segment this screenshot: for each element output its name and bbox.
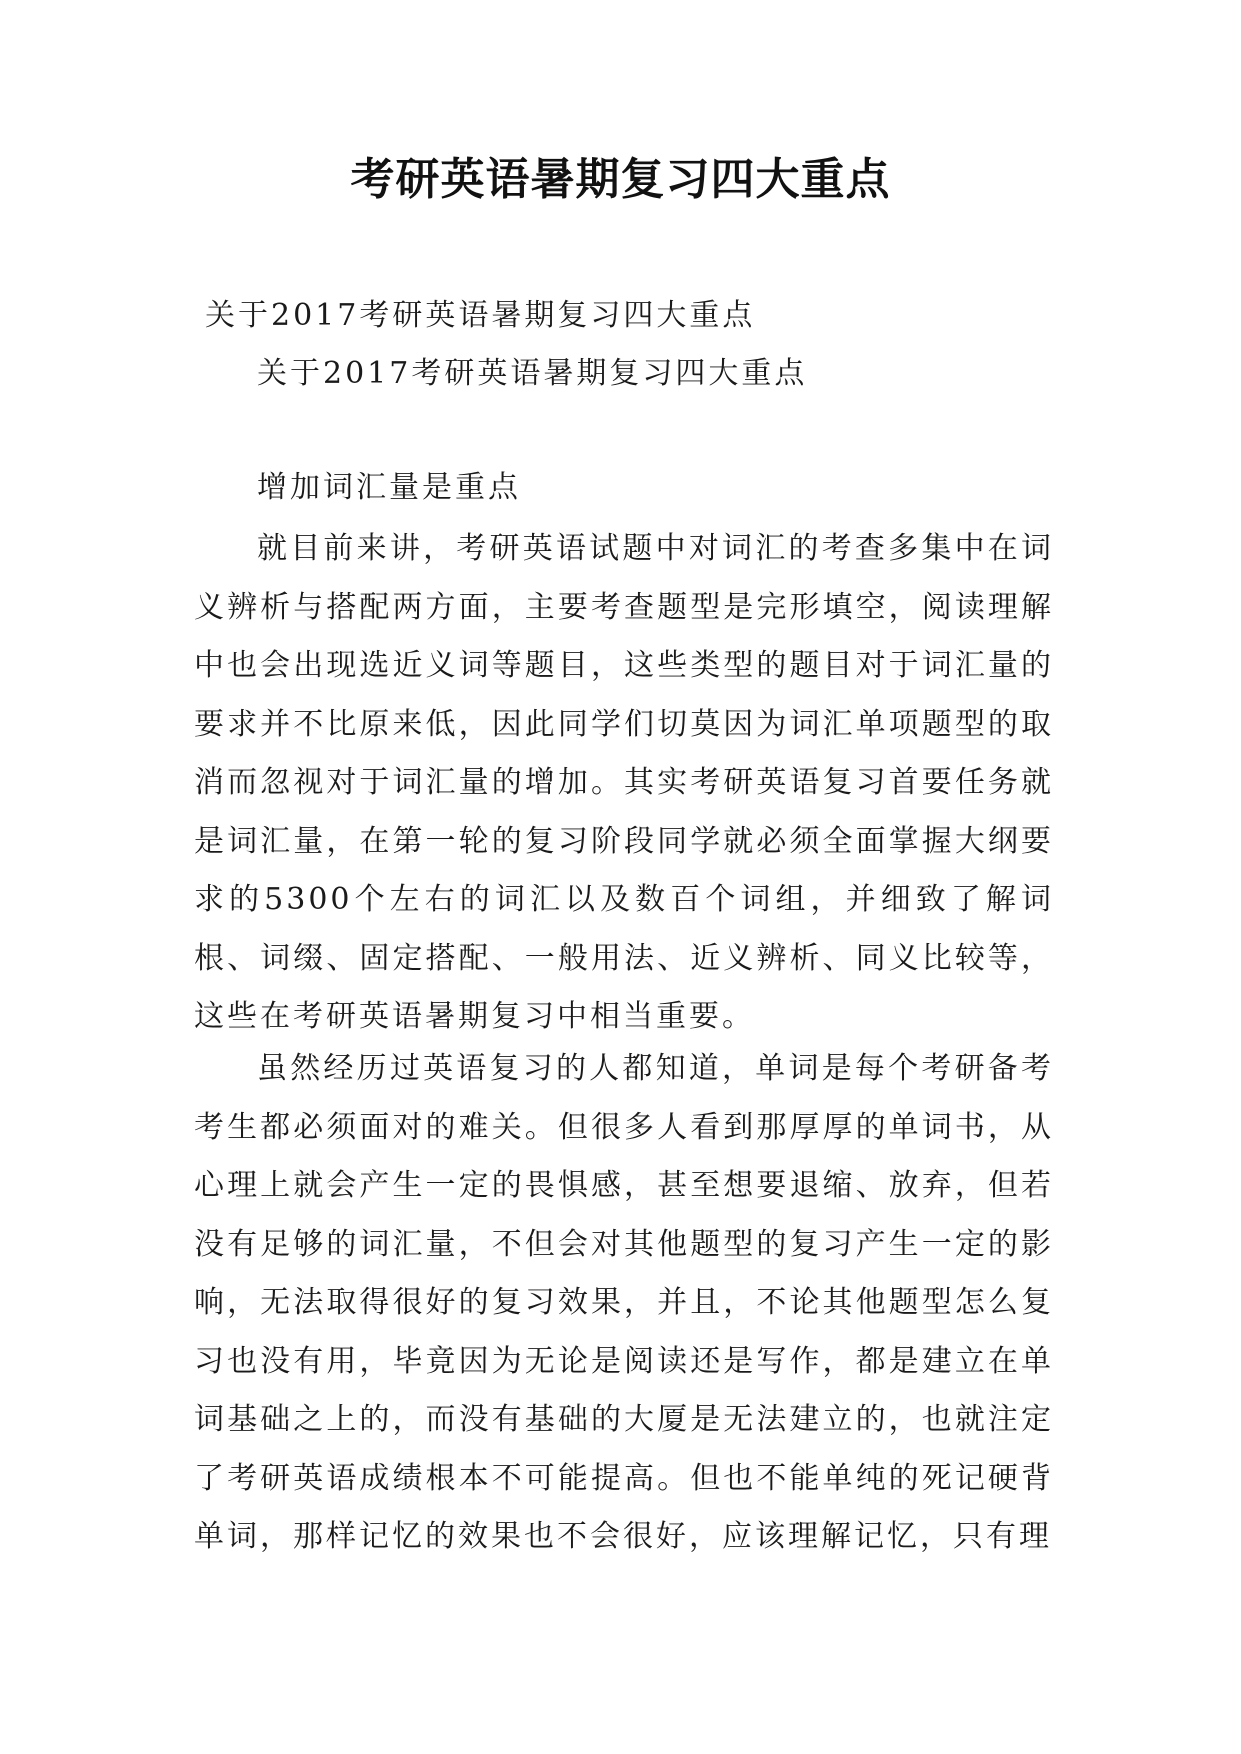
- subtitle-line-2: 关于2017考研英语暑期复习四大重点: [257, 356, 808, 391]
- document-title: 考研英语暑期复习四大重点: [350, 154, 891, 205]
- body-paragraph: 虽然经历过英语复习的人都知道，单词是每个考研备考考生都必须面对的难关。但很多人看到那厚厚的单词书，从心理上就会产生一定的畏惧感，甚至想要退缩、放弃，但若没有足够的词汇量，不但会对其他题型的复习产生一定的影响，无法取得很好的复习效果，并且，不论其他题型怎么复习也没有用，毕竟因为无论是阅读还是写作，都是建立在单词基础之上的，而没有基础的大厦是无法建立的，也就注定了考研英语成绩根本不可能提高。但也不能单纯的死记硬背单词，那样记忆的效果也不会很好，应该理解记忆，只有理: [194, 1051, 1054, 1554]
- subtitle-line-1: 关于2017考研英语暑期复习四大重点: [205, 298, 756, 333]
- body-paragraph: 就目前来讲，考研英语试题中对词汇的考查多集中在词义辨析与搭配两方面，主要考查题型是完形填空，阅读理解中也会出现选近义词等题目，这些类型的题目对于词汇量的要求并不比原来低，因此同学们切莫因为词汇单项题型的取消而忽视对于词汇量的增加。其实考研英语复习首要任务就是词汇量，在第一轮的复习阶段同学就必须全面掌握大纲要求的5300个左右的词汇以及数百个词组，并细致了解词根、词缀、固定搭配、一般用法、近义辨析、同义比较等，这些在考研英语暑期复习中相当重要。: [194, 531, 1054, 1034]
- section-heading: 增加词汇量是重点: [257, 470, 521, 505]
